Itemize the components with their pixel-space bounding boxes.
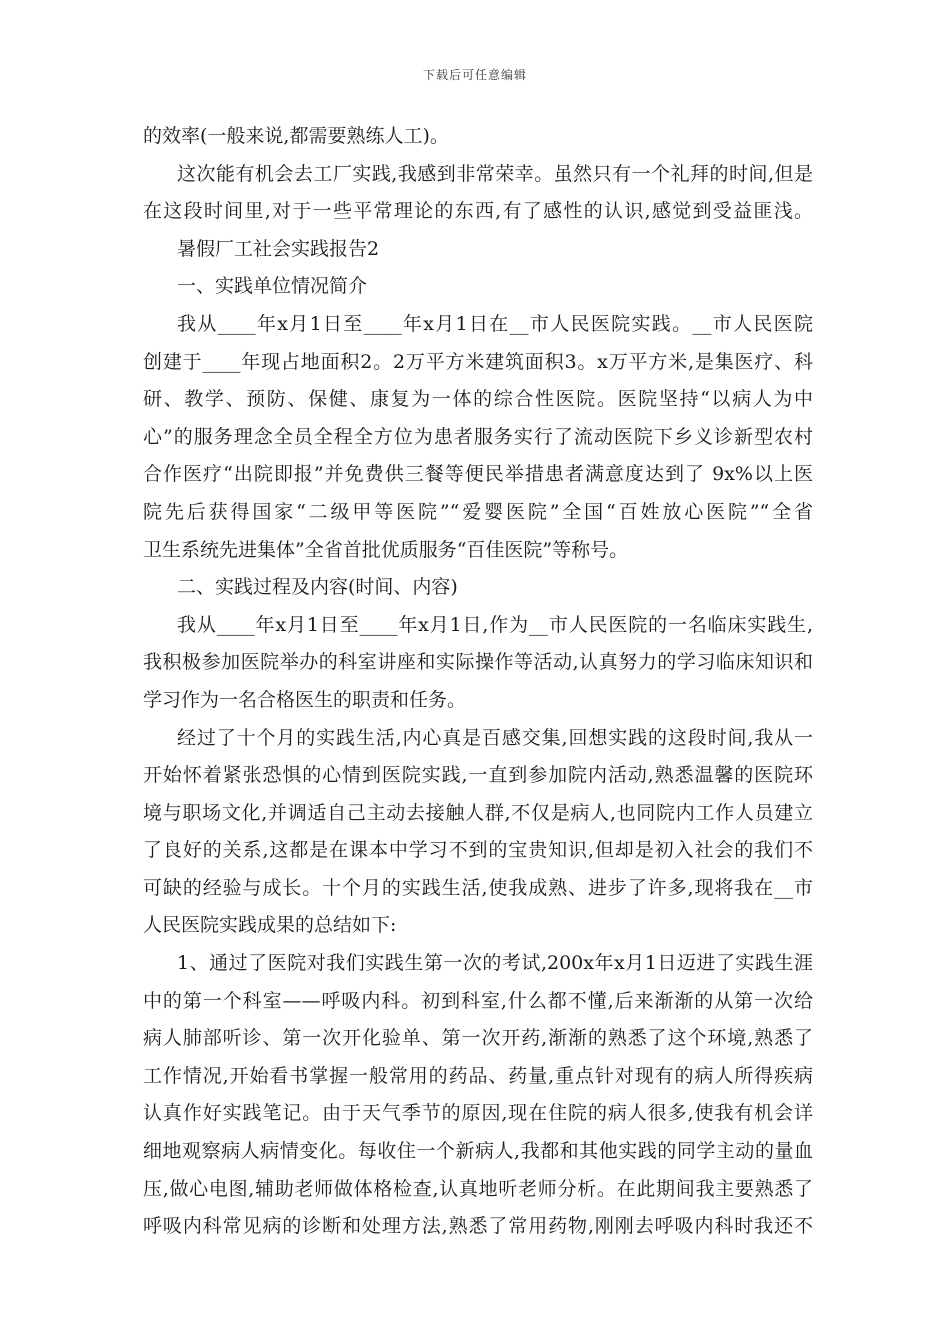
text-line: 呼吸内科常见病的诊断和处理方法,熟悉了常用药物,刚刚去呼吸内科时我还不 xyxy=(143,1215,813,1238)
text-line: 1、通过了医院对我们实践生第一次的考试,200x年x月1日迈进了实践生涯 xyxy=(177,952,813,975)
text-line: 病人肺部听诊、第一次开化验单、第一次开药,渐渐的熟悉了这个环境,熟悉了 xyxy=(143,1027,813,1050)
text-line: 压,做心电图,辅助老师做体格检查,认真地听老师分析。在此期间我主要熟悉了 xyxy=(143,1177,813,1200)
text-line: 二、实践过程及内容(时间、内容) xyxy=(177,576,458,599)
text-line: 学习作为一名合格医生的职责和任务。 xyxy=(143,688,467,711)
text-line: 的效率(一般来说,都需要熟练人工)。 xyxy=(143,125,449,147)
text-line: 我积极参加医院举办的科室讲座和实际操作等活动,认真努力的学习临床知识和 xyxy=(143,651,813,674)
text-line: 心”的服务理念全员全程全方位为患者服务实行了流动医院下乡义诊新型农村 xyxy=(143,425,813,448)
text-line: 细地观察病人病情变化。每收住一个新病人,我都和其他实践的同学主动的量血 xyxy=(143,1140,813,1163)
text-line: 一、实践单位情况简介 xyxy=(177,275,368,298)
text-line: 暑假厂工社会实践报告2 xyxy=(177,237,380,260)
text-line: 境与职场文化,并调适自己主动去接触人群,不仅是病人,也同院内工作人员建立 xyxy=(143,801,813,824)
text-line: 我从____年x月1日至____年x月1日在__市人民医院实践。__市人民医院 xyxy=(177,312,813,335)
text-line: 人民医院实践成果的总结如下: xyxy=(143,914,397,937)
text-line: 在这段时间里,对于一些平常理论的东西,有了感性的认识,感觉到受益匪浅。 xyxy=(143,200,813,223)
text-line: 合作医疗“出院即报”并免费供三餐等便民举措患者满意度达到了 9x%以上医 xyxy=(143,463,813,486)
text-line: 了良好的关系,这都是在课本中学习不到的宝贵知识,但却是初入社会的我们不 xyxy=(143,839,813,862)
text-line: 这次能有机会去工厂实践,我感到非常荣幸。虽然只有一个礼拜的时间,但是 xyxy=(177,162,813,185)
text-line: 认真作好实践笔记。由于天气季节的原因,现在住院的病人很多,使我有机会详 xyxy=(143,1102,813,1125)
text-line: 经过了十个月的实践生活,内心真是百感交集,回想实践的这段时间,我从一 xyxy=(177,726,813,749)
text-line: 院先后获得国家“二级甲等医院”“爱婴医院”全国“百姓放心医院”“全省 xyxy=(143,500,813,523)
text-line: 研、教学、预防、保健、康复为一体的综合性医院。医院坚持“以病人为中 xyxy=(143,388,813,411)
text-line: 创建于____年现占地面积2。2万平方米建筑面积3。x万平方米,是集医疗、科 xyxy=(143,350,813,373)
page-header: 下载后可任意编辑 xyxy=(422,68,527,82)
text-line: 中的第一个科室——呼吸内科。初到科室,什么都不懂,后来渐渐的从第一次给 xyxy=(143,989,813,1012)
text-line: 可缺的经验与成长。十个月的实践生活,使我成熟、进步了许多,现将我在__市 xyxy=(143,876,813,899)
text-line: 开始怀着紧张恐惧的心情到医院实践,一直到参加院内活动,熟悉温馨的医院环 xyxy=(143,764,813,787)
document-body xyxy=(143,118,813,1246)
text-line: 我从____年x月1日至____年x月1日,作为__市人民医院的一名临床实践生, xyxy=(177,613,813,636)
text-line: 卫生系统先进集体”全省首批优质服务“百佳医院”等称号。 xyxy=(143,538,629,561)
text-line: 工作情况,开始看书掌握一般常用的药品、药量,重点针对现有的病人所得疾病 xyxy=(143,1064,813,1087)
